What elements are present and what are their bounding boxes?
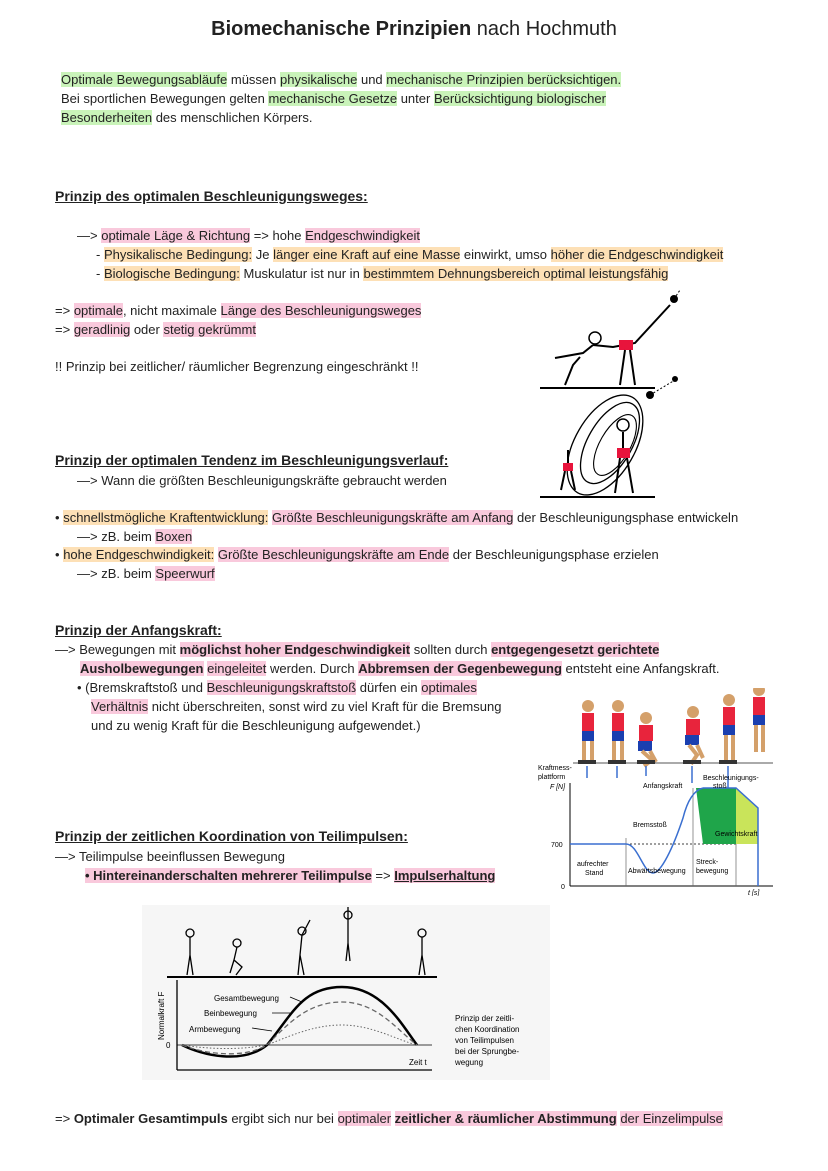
label-beschleunigung2: stoß xyxy=(713,783,727,790)
label-bremsstoss: Bremsstoß xyxy=(633,822,667,829)
caption-1: Prinzip der zeitli- xyxy=(455,1014,515,1023)
caption-2: chen Koordination xyxy=(455,1025,520,1034)
jumper-figures xyxy=(582,688,765,766)
s4-line-b: • Hintereinanderschalten mehrerer Teilimpulse => Impulserhaltung xyxy=(85,868,496,883)
s2-line-c: —> zB. beim Boxen xyxy=(77,529,193,544)
s2-line-b: • schnellstmögliche Kraftentwicklung: Größte Beschleunigungskräfte am Anfang der Beschleunigungsphase entwickeln xyxy=(55,510,739,525)
s1-line-a: —> optimale Läge & Richtung => hohe Endgeschwindigkeit xyxy=(77,228,420,243)
label-force-axis: F [N] xyxy=(550,784,566,791)
caption-5: wegung xyxy=(455,1058,484,1067)
label-beschleunigung: Beschleunigungs- xyxy=(703,775,759,782)
coordination-figure xyxy=(142,905,550,1080)
label-700: 700 xyxy=(551,842,563,849)
s1-line-e: => geradlinig oder stetig gekrümmt xyxy=(55,322,256,337)
s2-line-e: —> zB. beim Speerwurf xyxy=(77,566,215,581)
label-gewicht: Gewichtskraft xyxy=(715,831,758,838)
force-plate-figure xyxy=(533,688,778,896)
s1-line-b: - Physikalische Bedingung: Je länger eine Kraft auf eine Masse einwirkt, umso höher die Endgeschwindigkeit xyxy=(96,247,724,262)
label-streck2: bewegung xyxy=(696,868,729,875)
section-heading-anfangskraft: Prinzip der Anfangskraft: xyxy=(55,622,222,638)
s1-line-c: - Biologische Bedingung: Muskulatur ist nur in bestimmtem Dehnungsbereich optimal leistungsfähig xyxy=(96,266,669,281)
label-streck: Streck- xyxy=(696,859,719,866)
s3-line-d: Verhältnis nicht überschreiten, sonst wird zu viel Kraft für die Bremsung xyxy=(91,699,502,714)
label-time: t [s] xyxy=(748,890,760,896)
intro-paragraph: Optimale Bewegungsabläufe müssen physikalische und mechanische Prinzipien berücksichtigen. Bei sportlichen Bewegungen gelten mechanische Gesetze unter Berücksichtigung biologischer Besonderheiten des menschlichen Körpers. xyxy=(61,72,622,125)
label-zero: 0 xyxy=(561,884,565,891)
title-bold: Biomechanische Prinzipien xyxy=(211,18,472,40)
s3-line-b: Ausholbewegungen eingeleitet werden. Durch Abbremsen der Gegenbewegung entsteht eine Anfangskraft. xyxy=(80,661,720,676)
s1-line-d: => optimale, nicht maximale Länge des Beschleunigungsweges xyxy=(55,303,422,318)
section-heading-teilimpulse: Prinzip der zeitlichen Koordination von Teilimpulsen: xyxy=(55,828,408,844)
label-plate2: plattform xyxy=(538,774,566,781)
label-arm: Armbewegung xyxy=(189,1025,241,1034)
s2-line-d: • hohe Endgeschwindigkeit: Größte Beschleunigungskräfte am Ende der Beschleunigungsphase erzielen xyxy=(55,547,659,562)
label-gesamt: Gesamtbewegung xyxy=(214,994,279,1003)
label-anfangskraft: Anfangskraft xyxy=(643,783,683,790)
label-plate: Kraftmess- xyxy=(538,765,572,772)
label-zeit: Zeit t xyxy=(409,1058,427,1067)
s1-line-f: !! Prinzip bei zeitlicher/ räumlicher Begrenzung eingeschränkt !! xyxy=(55,359,419,374)
label-stand2: Stand xyxy=(585,870,604,877)
s4-line-a: —> Teilimpulse beeinflussen Bewegung xyxy=(55,849,285,864)
s3-line-e: und zu wenig Kraft für die Beschleunigung aufgewendet.) xyxy=(91,718,421,733)
s3-line-a: —> Bewegungen mit möglichst hoher Endgeschwindigkeit sollten durch entgegengesetzt gerichtete xyxy=(55,642,660,657)
caption-3: von Teilimpulsen xyxy=(455,1036,514,1045)
caption-4: bei der Sprungbe- xyxy=(455,1047,520,1056)
conclusion-line: => Optimaler Gesamtimpuls ergibt sich nur bei optimaler zeitlicher & räumlicher Abstimmung der Einzelimpulse xyxy=(55,1111,723,1126)
page-title xyxy=(0,18,828,41)
label-zero-coord: 0 xyxy=(166,1041,171,1050)
label-bein: Beinbewegung xyxy=(204,1009,257,1018)
label-abwaerts: Abwärtsbewegung xyxy=(628,868,686,875)
s2-line-a: —> Wann die größten Beschleunigungskräfte gebraucht werden xyxy=(77,473,447,488)
label-normalkraft: Normalkraft F xyxy=(157,991,166,1040)
thrower-illustration xyxy=(535,285,695,503)
s3-line-c: • (Bremskraftstoß und Beschleunigungskraftstoß dürfen ein optimales xyxy=(77,680,477,695)
section-heading-tendenz: Prinzip der optimalen Tendenz im Beschleunigungsverlauf: xyxy=(55,452,449,468)
title-rest: nach Hochmuth xyxy=(476,18,617,40)
label-stand: aufrechter xyxy=(577,861,609,868)
section-heading-beschleunigungsweg: Prinzip des optimalen Beschleunigungsweges: xyxy=(55,188,368,204)
